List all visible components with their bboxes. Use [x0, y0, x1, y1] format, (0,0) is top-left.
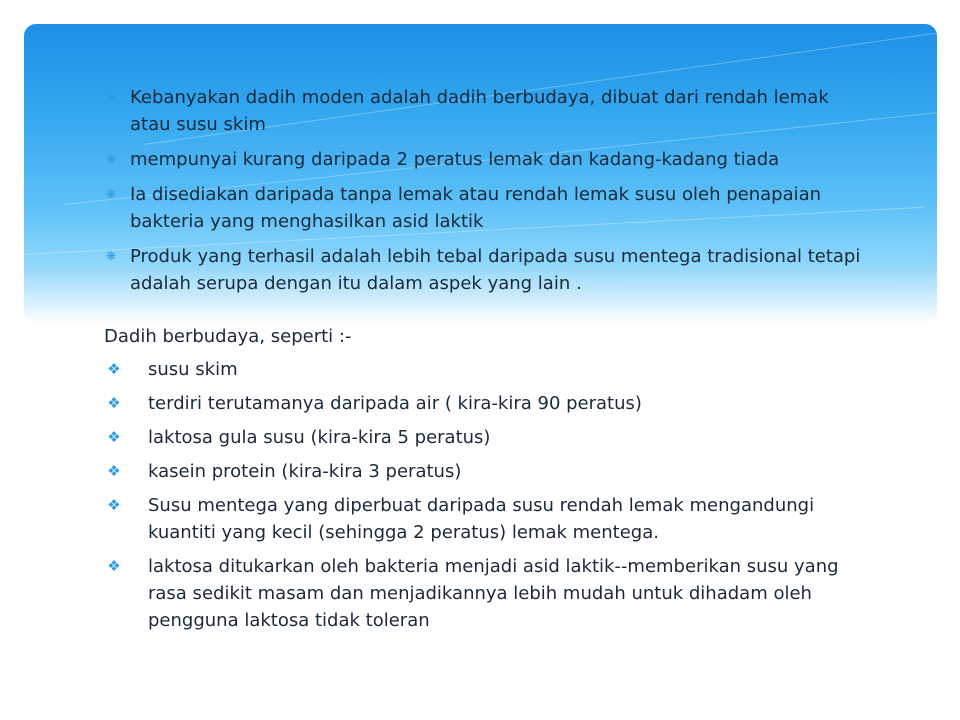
- list-item-text: Susu mentega yang diperbuat daripada susu rendah lemak mengandungi kuantiti yang kecil (sehingga 2 peratus) lemak mentega.: [148, 495, 815, 543]
- list-item-text: mempunyai kurang daripada 2 peratus lemak dan kadang-kadang tiada: [130, 149, 780, 170]
- section-subheading: Dadih berbudaya, seperti :-: [104, 326, 352, 347]
- list-item: [104, 356, 874, 383]
- snowflake-bullet-icon: ❋: [105, 90, 117, 104]
- list-item: [104, 146, 874, 173]
- bottom-bullet-list: [104, 356, 874, 634]
- list-item-text: laktosa gula susu (kira-kira 5 peratus): [148, 427, 491, 448]
- list-item: [104, 390, 874, 417]
- diamond-bullet-icon: ❖: [107, 496, 121, 514]
- list-item-text: Ia disediakan daripada tanpa lemak atau rendah lemak susu oleh penapaian bakteria yang menghasilkan asid laktik: [130, 184, 822, 232]
- diamond-bullet-icon: ❖: [107, 428, 121, 446]
- list-item: [104, 553, 874, 634]
- snowflake-bullet-icon: ❋: [105, 249, 117, 263]
- list-item-text: kasein protein (kira-kira 3 peratus): [148, 461, 462, 482]
- list-item-text: terdiri terutamanya daripada air ( kira-kira 90 peratus): [148, 393, 642, 414]
- snowflake-bullet-icon: ❋: [105, 152, 117, 166]
- list-item: [104, 492, 874, 546]
- diamond-bullet-icon: ❖: [107, 462, 121, 480]
- slide-content: [104, 84, 874, 641]
- top-bullet-list: [104, 84, 874, 297]
- list-item-text: Kebanyakan dadih moden adalah dadih berbudaya, dibuat dari rendah lemak atau susu skim: [130, 87, 829, 135]
- list-item: [104, 458, 874, 485]
- list-item: [104, 243, 874, 297]
- list-item-text: laktosa ditukarkan oleh bakteria menjadi asid laktik--memberikan susu yang rasa sedikit masam dan menjadikannya lebih mudah untuk dihadam oleh pengguna laktosa tidak toleran: [148, 556, 839, 631]
- list-item: [104, 424, 874, 451]
- diamond-bullet-icon: ❖: [107, 360, 121, 378]
- diamond-bullet-icon: ❖: [107, 394, 121, 412]
- list-item: [104, 181, 874, 235]
- list-item-text: susu skim: [148, 359, 238, 380]
- list-item-text: Produk yang terhasil adalah lebih tebal daripada susu mentega tradisional tetapi adalah serupa dengan itu dalam aspek yang lain .: [130, 246, 861, 294]
- snowflake-bullet-icon: ❋: [105, 187, 117, 201]
- diamond-bullet-icon: ❖: [107, 557, 121, 575]
- list-item: [104, 84, 874, 138]
